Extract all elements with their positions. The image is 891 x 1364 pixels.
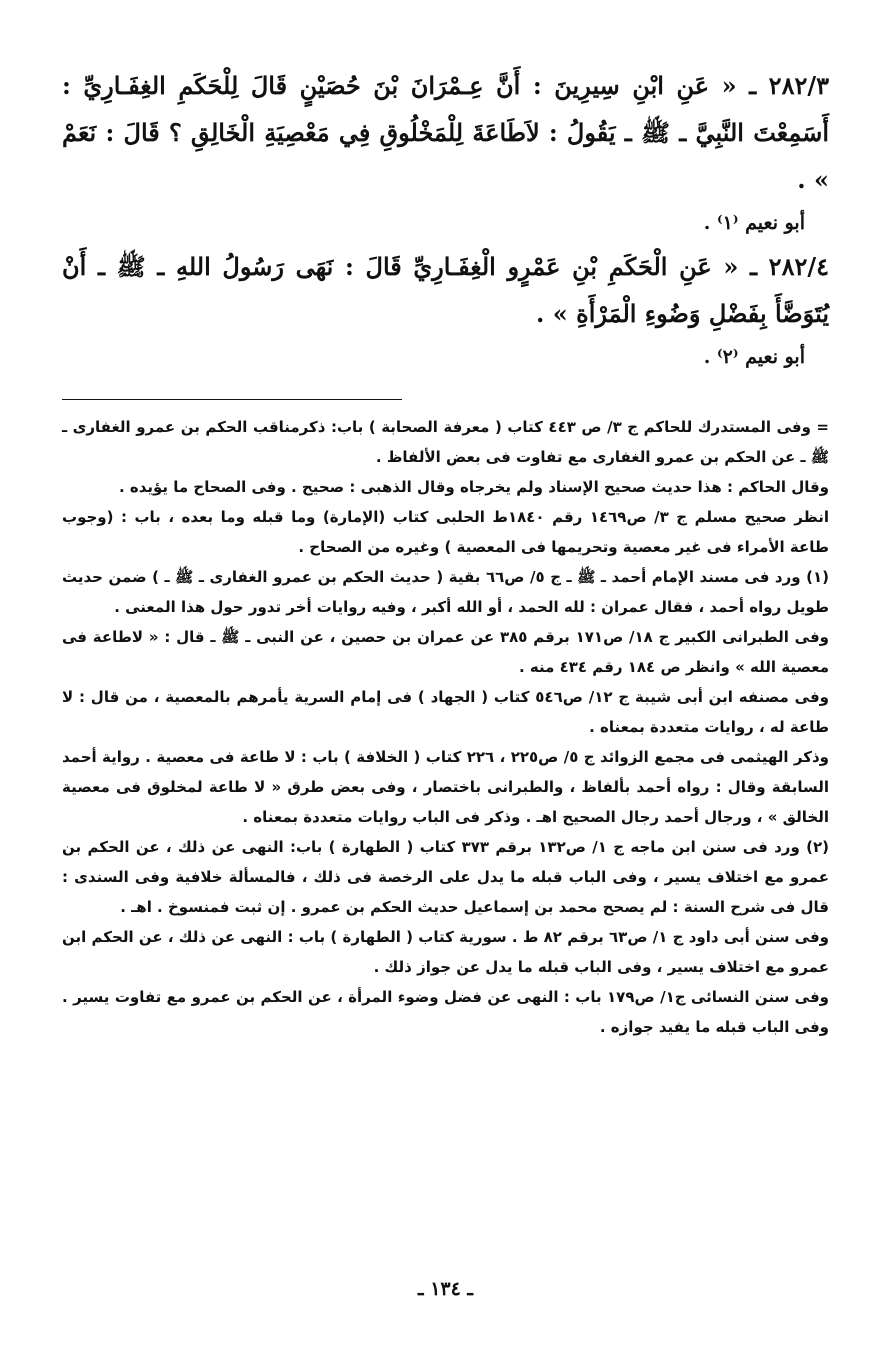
- footnote-paragraph: وفى مصنفه ابن أبى شيبة ج ١٢/ ص٥٤٦ كتاب ( الجهاد ) فى إمام السرية يأمرهم بالمعصية ، من قال : لا طاعة له ، روايات متعددة بمعناه .: [62, 688, 829, 736]
- footnote-paragraph: وذكر الهيثمى فى مجمع الزوائد ج ٥/ ص٢٢٥ ، ٢٢٦ كتاب ( الخلافة ) باب : لا طاعة فى معصية . رواية أحمد السابقة وقال : رواه أحمد بألفاظ ، والطبرانى باختصار ، وفى بعض طرق « لا طاعة لمخلوق فى معصية الخالق » ، ورجال أحمد رجال الصحيح اهـ . وذكر فى الباب روايات متعددة بمعناه .: [62, 748, 829, 826]
- hadith-source: أبو نعيم ⁽١⁾ .: [703, 212, 805, 234]
- hadith-282-4: [62, 243, 829, 377]
- footnote-continuation: = وفى المستدرك للحاكم ج ٣/ ص ٤٤٣ كتاب ( معرفة الصحابة ) باب: ذكرمناقب الحكم بن عمرو الغفارى ـ ﷺ ـ عن الحكم بن عمرو الغفارى مع تفاوت فى بعض الألفاظ .: [62, 418, 830, 466]
- footnote-paragraph: وفى سنن أبى داود ج ١/ ص٦٣ برقم ٨٢ ط . سورية كتاب ( الطهارة ) باب : النهى عن ذلك ، عن الحكم ابن عمرو مع اختلاف يسير ، وفى الباب قبله ما يدل عن جواز ذلك .: [62, 928, 829, 976]
- page-number: ـ ١٣٤ ـ: [418, 1278, 473, 1300]
- footnote-divider: [62, 399, 402, 400]
- footnote-paragraph: وفى سنن النسائى ج١/ ص١٧٩ باب : النهى عن فضل وضوء المرأة ، عن الحكم بن عمرو مع تفاوت يسير . وفى الباب قبله ما يفيد جوازه .: [62, 988, 830, 1036]
- footnote-2: (٢) ورد فى سنن ابن ماجه ج ١/ ص١٣٢ برقم ٣٧٣ كتاب ( الطهارة ) باب: النهى عن ذلك ، عن الحكم بن عمرو مع اختلاف يسير ، وفى الباب قبله ما يدل على الرخصة فى ذلك ، فالمسألة خلافية وفى السندى : قال فى شرح السنة : لم يصحح محمد بن إسماعيل حديث الحكم بن عمرو . إن ثبت فمنسوخ . اهـ .: [62, 838, 829, 916]
- hadith-source: أبو نعيم ⁽٢⁾ .: [703, 346, 805, 368]
- footnote-paragraph: وفى الطبرانى الكبير ج ١٨/ ص١٧١ برقم ٣٨٥ عن عمران بن حصين ، عن النبى ـ ﷺ ـ قال : « لاطاعة فى معصية الله » وانظر ص ١٨٤ رقم ٤٣٤ منه .: [62, 628, 829, 676]
- hadith-text: ٢٨٢/٤ ـ « عَنِ الْحَكَمِ بْنِ عَمْرٍو الْغِفَـارِيِّ قَالَ : نَهَى رَسُولُ اللهِ ـ ﷺ ـ أَنْ يُتَوَضَّأَ بِفَضْلِ وَضُوءِ الْمَرْأَةِ » .: [62, 252, 829, 328]
- footnotes: [62, 412, 829, 1042]
- footnote-paragraph: انظر صحيح مسلم ج ٣/ ص١٤٦٩ رقم ١٨٤٠ط الحلبى كتاب (الإمارة) وما قبله وما بعده ، باب : (وجوب طاعة الأمراء فى غير معصية وتحريمها فى المعصية ) وغيره من الصحاح .: [62, 508, 829, 556]
- footnote-1: (١) ورد فى مسند الإمام أحمد ـ ﷺ ـ ج ٥/ ص٦٦ بقية ( حديث الحكم بن عمرو الغفارى ـ ﷺ ـ ) ضمن حديث طويل رواه أحمد ، فقال عمران : لله الحمد ، أو الله أكبر ، وفيه روايات أخر تدور حول هذا المعنى .: [62, 568, 829, 616]
- footnote-paragraph: وقال الحاكم : هذا حديث صحيح الإسناد ولم يخرجاه وقال الذهبى : صحيح . وفى الصحاح ما يؤيده .: [118, 478, 829, 496]
- hadith-282-3: [62, 62, 829, 243]
- hadith-text: ٢٨٢/٣ ـ « عَنِ ابْنِ سِيرِينَ : أَنَّ عِـمْرَانَ بْنَ حُصَيْنٍ قَالَ لِلْحَكَمِ الغِفَـارِيِّ : أَسَمِعْتَ النَّبِيَّ ـ ﷺ ـ يَقُولُ : لاَطَاعَةَ لِلْمَخْلُوقِ فِي مَعْصِيَةِ الْخَالِقِ ؟ قَالَ : نَعَمْ » .: [62, 71, 829, 194]
